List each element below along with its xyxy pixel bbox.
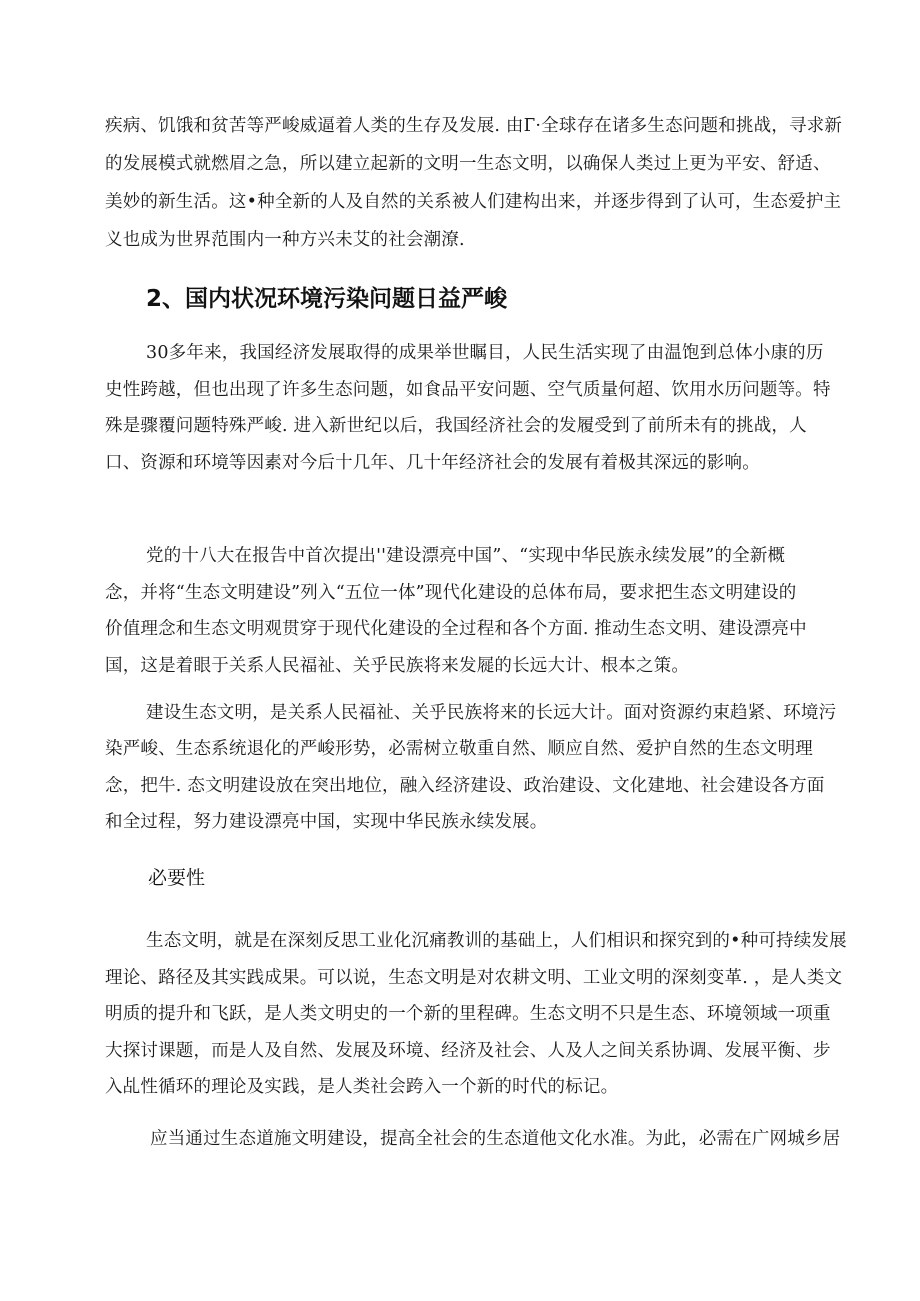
text-line: 美妙的新生活。这•种全新的人及自然的关系被人们建构出来，并逐步得到了认可，生态爱护主 — [105, 192, 842, 212]
text-line: 入乩性循环的理论及实践，是人类社会跨入一个新的时代的标记。 — [105, 1077, 619, 1097]
text-line: 30多年来，我国经济发展取得的成果举世瞩目，人民生活实现了由温饱到总体小康的历 — [146, 343, 824, 363]
section-heading: 2、国内状况环境污染问题日益严峻 — [146, 286, 508, 312]
text-line: 建设生态文明，是关系人民福祉、关乎民族将来的长远大计。面对资源约束趋紧、环境污 — [146, 703, 837, 723]
text-line: 理论、路径及其实践成果。可以说，生态文明是对农耕文明、工业文明的深刻变革. ，是人类文 — [105, 968, 843, 988]
text-line: 义也成为世界范围内一种方兴未艾的社会潮潦. — [105, 230, 465, 250]
subheading-necessity: 必要性 — [148, 867, 206, 889]
text-line: 大探讨课题，而是人及自然、发展及环境、经济及社会、人及人之间关系协调、发展平衡、步 — [105, 1041, 831, 1061]
text-line: 生态文明，就是在深刻反思工业化沉痛教训的基础上，人们相识和探究到的•种可持续发展 — [146, 931, 847, 951]
text-line: 党的十八大在报告中首次提出''建设漂亮中国”、“实现中华民族永续发展”的全新概 — [146, 546, 786, 566]
text-line: 国，这是着眼于关系人民福祉、关乎民族将来发屣的长远大计、根本之策。 — [105, 656, 690, 676]
text-line: 口、资源和环境等因素对今后十几年、几十年经济社会的发展有着极其深远的影响。 — [105, 453, 760, 473]
text-line: 染严峻、生态系统退化的严峻形势，必需树立敬重自然、顺应自然、爱护自然的生态文明理 — [105, 739, 813, 759]
text-line: 疾病、饥饿和贫苦等严峻威逼着人类的生存及发展. 由Г·全球存在诸多生态问题和挑战，寻求新 — [105, 116, 843, 136]
text-line: 价值理念和生态文明观贯穿于现代化建设的全过程和各个方面. 推动生态文明、建设漂亮中 — [105, 619, 807, 639]
text-line: 应当通过生态道施文明建设，提高全社会的生态道他文化水准。为此，必需在广网城乡居 — [150, 1129, 841, 1149]
text-line: 明质的提升和飞跃，是人类文明史的一个新的里程碑。生态文明不只是生态、环境领域一项重 — [105, 1004, 831, 1024]
text-line: 念，并将“生态文明建设”列入“五位一体”现代化建设的总体布局，要求把生态文明建设的 — [105, 583, 797, 603]
text-line: 的发展模式就燃眉之急，所以建立起新的文明一生态文明，以确保人类过上更为平安、舒适、 — [105, 154, 831, 174]
text-line: 史性跨越，但也出现了许多生态问题，如食品平安问题、空气质量何超、饮用水历问题等。特 — [105, 380, 831, 400]
text-line: 念，把牛. 态文明建设放在突出地位，融入经济建设、政治建设、文化建地、社会建设各方面 — [105, 776, 825, 796]
text-line: 殊是骤覆问题特殊严峻. 进入新世纪以后，我国经济社会的发履受到了前所未有的挑战，人 — [105, 416, 807, 436]
text-line: 和全过程，努力建设漂亮中国，实现中华民族永续发展。 — [105, 812, 548, 832]
